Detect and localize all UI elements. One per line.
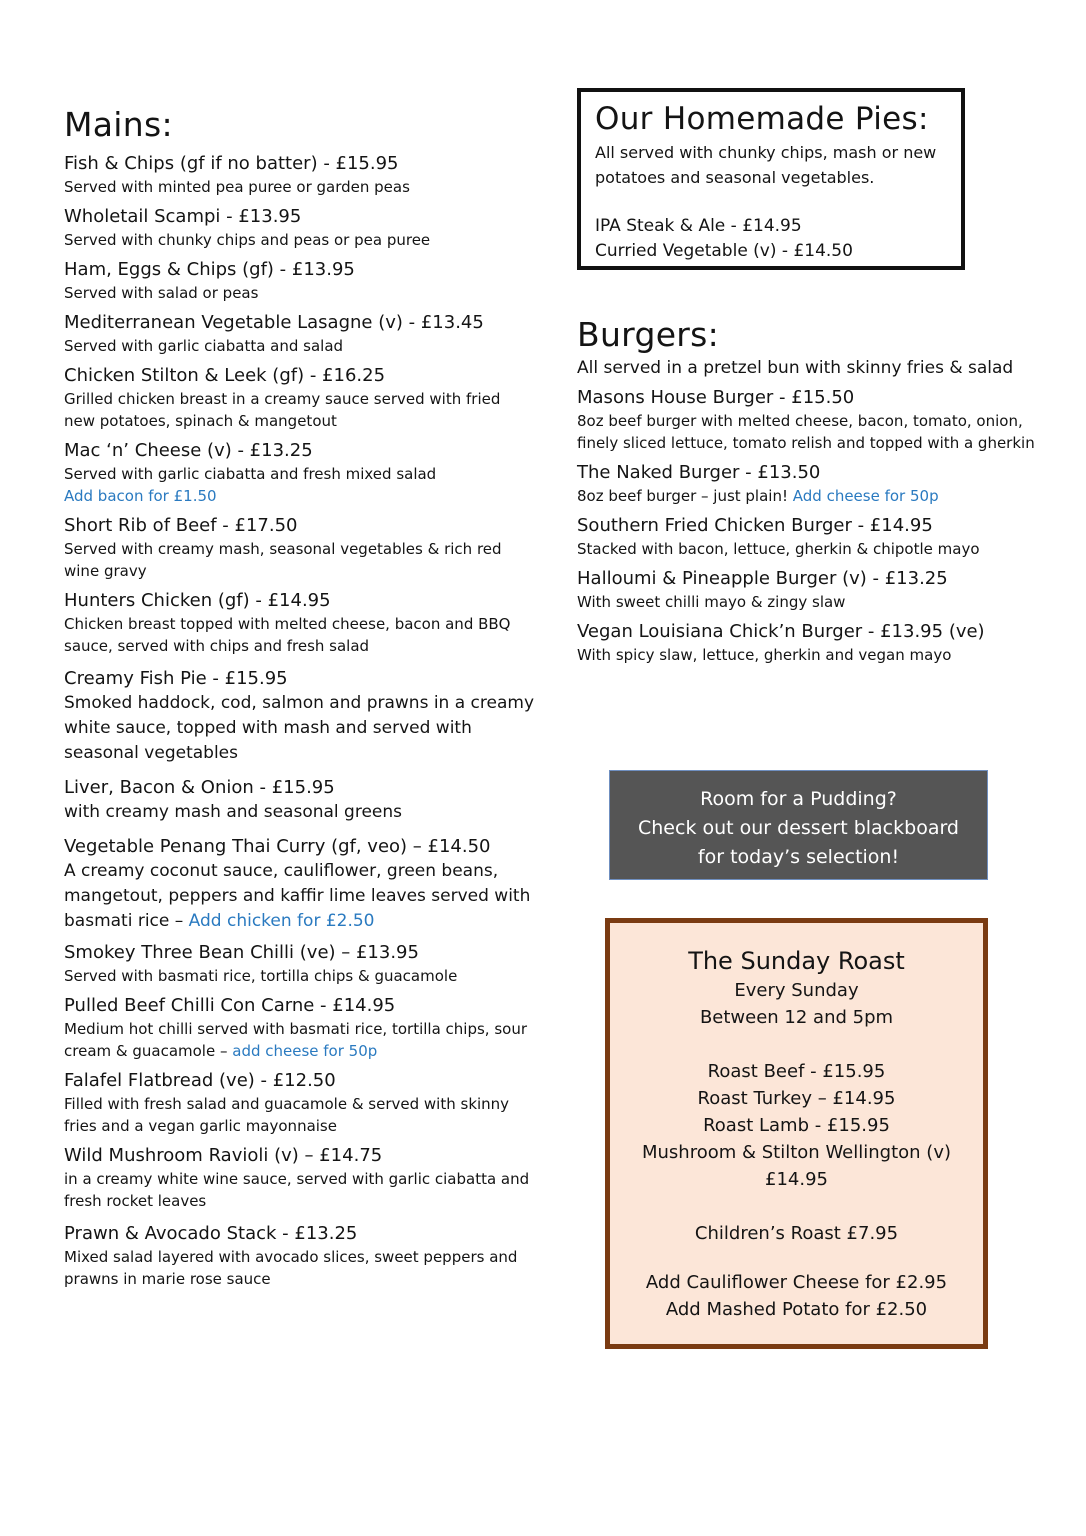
pies-heading: Our Homemade Pies: — [595, 101, 929, 137]
item-desc: in a creamy white wine sauce, served with garlic ciabatta and fresh rocket leaves — [64, 1170, 530, 1210]
burgers-note: All served in a pretzel bun with skinny fries & salad — [577, 358, 1014, 378]
menu-item — [64, 439, 534, 507]
roast-when: Every Sunday — [734, 980, 859, 1001]
item-name: Falafel Flatbread (ve) - £12.50 — [64, 1070, 336, 1091]
item-desc: Filled with fresh salad and guacamole & served with skinny fries and a vegan garlic mayonnaise — [64, 1095, 510, 1135]
roast-item: Roast Turkey – £14.95 — [697, 1088, 896, 1109]
menu-item — [64, 258, 534, 304]
item-name: Chicken Stilton & Leek (gf) - £16.25 — [64, 365, 386, 386]
item-addon: Add chicken for £2.50 — [188, 911, 375, 931]
item-desc: With spicy slaw, lettuce, gherkin and vegan mayo — [577, 646, 952, 664]
item-name: Wholetail Scampi - £13.95 — [64, 206, 302, 227]
menu-item — [64, 994, 534, 1062]
roast-item: £14.95 — [765, 1169, 828, 1190]
roast-item: Roast Beef - £15.95 — [707, 1061, 886, 1082]
item-name: Masons House Burger - £15.50 — [577, 387, 855, 408]
item-desc: Grilled chicken breast in a creamy sauce served with fried new potatoes, spinach & mangetout — [64, 390, 501, 430]
item-desc: Served with salad or peas — [64, 284, 259, 302]
item-desc-text: 8oz beef burger – just plain! — [577, 487, 788, 505]
item-name: Mediterranean Vegetable Lasagne (v) - £13.45 — [64, 312, 484, 333]
item-desc: Chicken breast topped with melted cheese, bacon and BBQ sauce, served with chips and fresh salad — [64, 615, 511, 655]
item-desc: Served with garlic ciabatta and salad — [64, 337, 344, 355]
item-name: Wild Mushroom Ravioli (v) – £14.75 — [64, 1145, 383, 1166]
item-desc: Served with minted pea puree or garden peas — [64, 178, 410, 196]
sunday-roast-section — [605, 918, 988, 1349]
pudding-notice — [609, 770, 988, 880]
item-desc: Stacked with bacon, lettuce, gherkin & chipotle mayo — [577, 540, 980, 558]
menu-item — [64, 1069, 534, 1137]
item-desc-text: Medium hot chilli served with basmati rice, tortilla chips, sour cream & guacamole – — [64, 1020, 527, 1060]
pudding-line: for today’s selection! — [697, 846, 900, 868]
item-name: Ham, Eggs & Chips (gf) - £13.95 — [64, 259, 355, 280]
item-desc — [64, 1018, 534, 1062]
menu-item — [64, 205, 534, 251]
item-name: Halloumi & Pineapple Burger (v) - £13.25 — [577, 568, 948, 589]
item-desc: 8oz beef burger with melted cheese, bacon, tomato, onion, finely sliced lettuce, tomato relish and topped with a gherkin — [577, 412, 1035, 452]
pies-section — [577, 88, 965, 270]
pie-item: IPA Steak & Ale - £14.95 — [595, 216, 802, 236]
menu-item — [64, 589, 534, 657]
menu-item — [64, 514, 534, 582]
item-name: Vegan Louisiana Chick’n Burger - £13.95 (ve) — [577, 621, 985, 642]
item-name: The Naked Burger - £13.50 — [577, 462, 821, 483]
item-name: Southern Fried Chicken Burger - £14.95 — [577, 515, 933, 536]
menu-item — [64, 1222, 534, 1290]
pie-item: Curried Vegetable (v) - £14.50 — [595, 241, 853, 261]
pies-list — [595, 214, 947, 264]
roast-item: Roast Lamb - £15.95 — [703, 1115, 890, 1136]
item-desc — [64, 859, 534, 934]
item-desc — [577, 485, 1037, 507]
item-name: Vegetable Penang Thai Curry (gf, veo) – £14.50 — [64, 836, 491, 857]
item-desc: With sweet chilli mayo & zingy slaw — [577, 593, 846, 611]
menu-item — [64, 364, 534, 432]
menu-item — [577, 514, 1037, 560]
roast-children: Children’s Roast £7.95 — [694, 1223, 899, 1244]
item-name: Hunters Chicken (gf) - £14.95 — [64, 590, 331, 611]
burgers-section — [577, 314, 1037, 666]
item-desc: Served with basmati rice, tortilla chips & guacamole — [64, 967, 458, 985]
roast-when: Between 12 and 5pm — [699, 1007, 894, 1028]
item-desc: Mixed salad layered with avocado slices, sweet peppers and prawns in marie rose sauce — [64, 1248, 518, 1288]
item-desc-text: A creamy coconut sauce, cauliflower, green beans, mangetout, peppers and kaffir lime leaves served with basmati rice – — [64, 861, 531, 931]
pudding-line: Check out our dessert blackboard — [638, 817, 959, 839]
item-name: Prawn & Avocado Stack - £13.25 — [64, 1223, 358, 1244]
menu-item — [64, 311, 534, 357]
menu-item — [64, 1144, 534, 1212]
item-name: Liver, Bacon & Onion - £15.95 — [64, 777, 335, 798]
roast-item: Mushroom & Stilton Wellington (v) — [641, 1142, 951, 1163]
item-name: Fish & Chips (gf if no batter) - £15.95 — [64, 153, 399, 174]
item-desc: Served with garlic ciabatta and fresh mixed salad — [64, 465, 437, 483]
item-addon: Add bacon for £1.50 — [64, 487, 217, 505]
mains-heading: Mains: — [64, 105, 173, 144]
item-name: Short Rib of Beef - £17.50 — [64, 515, 298, 536]
menu-item — [64, 776, 534, 825]
item-name: Pulled Beef Chilli Con Carne - £14.95 — [64, 995, 396, 1016]
item-desc: Smoked haddock, cod, salmon and prawns in a creamy white sauce, topped with mash and served with seasonal vegetables — [64, 693, 535, 763]
menu-item — [64, 941, 534, 987]
right-column — [577, 88, 1037, 673]
menu-item — [577, 386, 1037, 454]
item-desc: Served with chunky chips and peas or pea puree — [64, 231, 431, 249]
menu-item — [577, 620, 1037, 666]
roast-title: The Sunday Roast — [688, 947, 905, 975]
item-desc: Served with creamy mash, seasonal vegetables & rich red wine gravy — [64, 540, 502, 580]
mains-section — [64, 104, 534, 1297]
menu-item — [64, 835, 534, 934]
roast-extra: Add Mashed Potato for £2.50 — [665, 1299, 928, 1320]
menu-item — [64, 152, 534, 198]
pudding-line: Room for a Pudding? — [700, 788, 897, 810]
menu-item — [64, 667, 534, 766]
item-name: Smokey Three Bean Chilli (ve) – £13.95 — [64, 942, 419, 963]
pies-note: All served with chunky chips, mash or new potatoes and seasonal vegetables. — [595, 143, 937, 187]
item-name: Creamy Fish Pie - £15.95 — [64, 668, 288, 689]
menu-item — [577, 461, 1037, 507]
item-name: Mac ‘n’ Cheese (v) - £13.25 — [64, 440, 313, 461]
roast-extra: Add Cauliflower Cheese for £2.95 — [645, 1272, 948, 1293]
item-desc: with creamy mash and seasonal greens — [64, 802, 402, 822]
item-addon: add cheese for 50p — [232, 1042, 378, 1060]
menu-item — [577, 567, 1037, 613]
item-addon: Add cheese for 50p — [792, 487, 939, 505]
burgers-heading: Burgers: — [577, 315, 720, 354]
